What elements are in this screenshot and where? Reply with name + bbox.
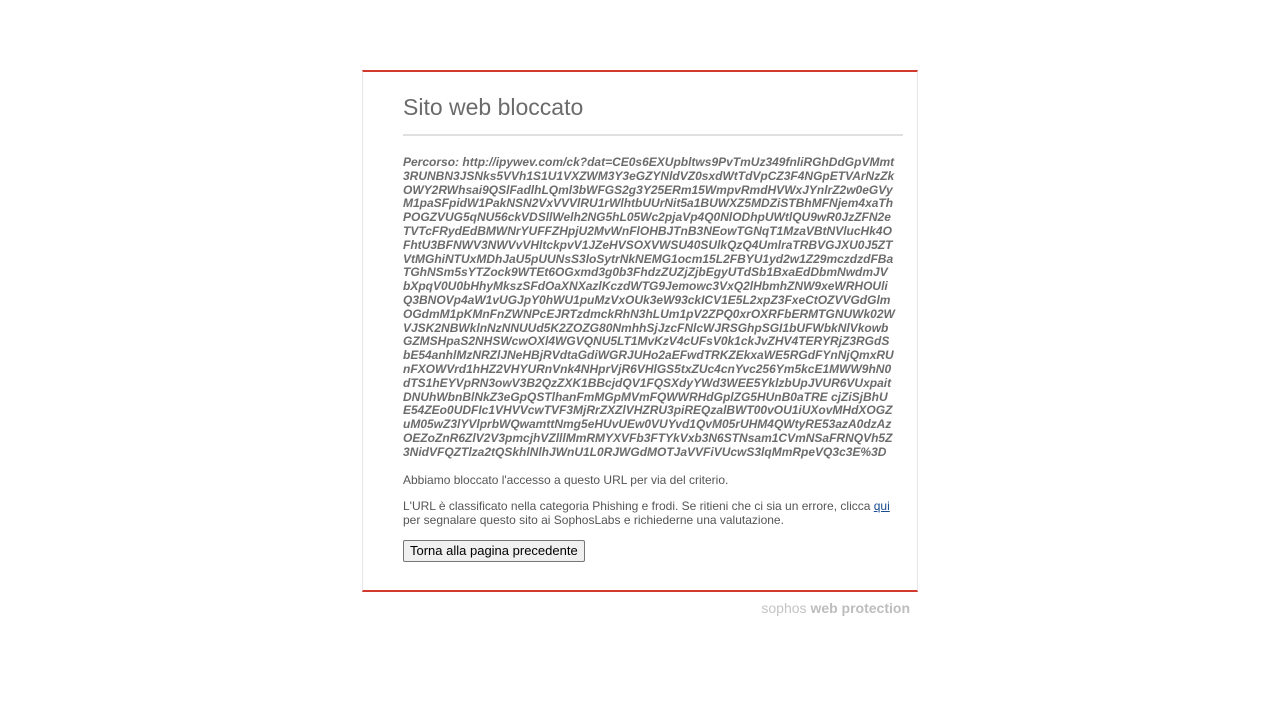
path-url: http://ipywev.com/ck?dat=CE0s6EXUpbltws9PvTmUz349fnliRGhDdGpVMmt3RUNBN3JSNks5VVh1S1U1VXZWM3Y3eGZYNldVZ0sxdWtTdVpCZ3F4NGpETVArNzZkOWY2RWhsai9QSlFadlhLQml3bWFGS2g3Y25ERm15WmpvRmdHVWxJYnlrZ2w0eGVyM1paSFpidW1PakNSN2VxVVVlRU1rWlhtbUUrNit5a1BUWXZ5MDZiSTBhMFNjem4xaThPOGZVUG5qNU56ckVDSllWelh2NG5hL05Wc2pjaVp4Q0NlODhpUWtlQU9wR0JzZFN2eTVTcFRydEdBMWNrYUFFZHpjU2MvWnFlOHBJTnB3NEowTGNqT1MzaVBtNVlucHk4OFhtU3BFNWV3NWVvVHltckpvV1JZeHVSOXVWSU40SUlkQzQ4UmlraTRBVGJXU0J5ZTVtMGhiNTUxMDhJaU5pUUNsS3loSytrNkNEMG1ocm15L2FBYU1yd2w1Z29mczdzdFBaTGhNSm5sYTZock9WTEt6OGxmd3g0b3FhdzZUZjZjbEgyUTdSb1BxaEdDbmNwdmJVbXpqV0U0bHhyMkszSFdOaXNXazlKczdWTG9Jemowc3VxQ2lHbmhZNW9xeWRHOUliQ3BNOVp4aW1vUGJpY0hWU1puMzVxOUk3eW93ckICV1E5L2xpZ3FxeCtOZVVGdGlmOGdmM1pKMnFnZWNPcEJRTzdmckRhN3hLUm1pV2ZPQ0xrOXRFbERMTGNUWk02WVJSK2NBWklnNzNNUUd5K2ZOZG80NmhhSjJzcFNlcWJRSGhpSGI1bUFWbkNlVkowbGZMSHpaS2NHSWcwOXl4WGVQNU5LT1MvKzV4cUFsV0k1ckJvZHV4TERYRjZ3RGdSbE54anhlMzNRZlJNeHBjRVdtaGdiWGRJUHo2aEFwdTRKZEkxaWE5RGdFYnNjQmxRUnFXOWVrd1hHZ2VHYURnVnk4NHprVjR6VHlGS5txZUc4cnYvc256Ym5kcE1MWW9hN0dTS1hEYVpRN3owV3B2QzZXK1BBcjdQV1FQSXdyYWd3WEE5YklzbUpJVUR6VUxpaitDNUhWbnBlNkZ3eGpQSTlhanFmMGpMVmFQWWRHdGplZG5HUnB0aTRE cjZiSjBhUE54ZEo0UDFIc1VHVVcwTVF3MjRrZXZlVHZRU3piREQzalBWT00vOU1iUXovMHdXOGZuM05wZ3lYVlprbWQwamttNmg5eHUvUEw0VUYvd1QvM05rUHM4QWtyRE53azA0dzAzOEZoZnR6ZlV2V3pmcjhVZlllMmRMYXVFb3FTYkVxb3N6STNsam1CVmNSaFRNQVh5Z3NidVFQZTlza2tQSkhlNlhJWnU1L0RJWGdMOTJaVVFiVUcwS3lqMmRpeVQ3c3E%3D bbox=[403, 155, 895, 459]
blocked-page-card bbox=[362, 70, 918, 592]
category-message-text: L'URL è classificato nella categoria Phishing e frodi. Se ritieni che ci sia un errore, clicca bbox=[403, 498, 874, 513]
category-message bbox=[403, 499, 895, 527]
footer-brand-light: sophos bbox=[761, 600, 811, 616]
card-content bbox=[403, 72, 903, 562]
page-title: Sito web bloccato bbox=[403, 94, 584, 120]
footer-brand bbox=[362, 600, 910, 616]
back-button[interactable]: Torna alla pagina precedente bbox=[403, 540, 585, 562]
policy-message: Abbiamo bloccato l'accesso a questo URL per via del criterio. bbox=[403, 472, 729, 487]
footer-brand-bold: web protection bbox=[810, 600, 910, 616]
blocked-path bbox=[403, 156, 895, 460]
report-link[interactable]: qui bbox=[873, 498, 890, 513]
title-divider bbox=[403, 134, 903, 136]
path-label: Percorso: bbox=[403, 155, 460, 169]
category-message-text-after: per segnalare questo sito ai SophosLabs e richiederne una valutazione. bbox=[403, 512, 784, 527]
